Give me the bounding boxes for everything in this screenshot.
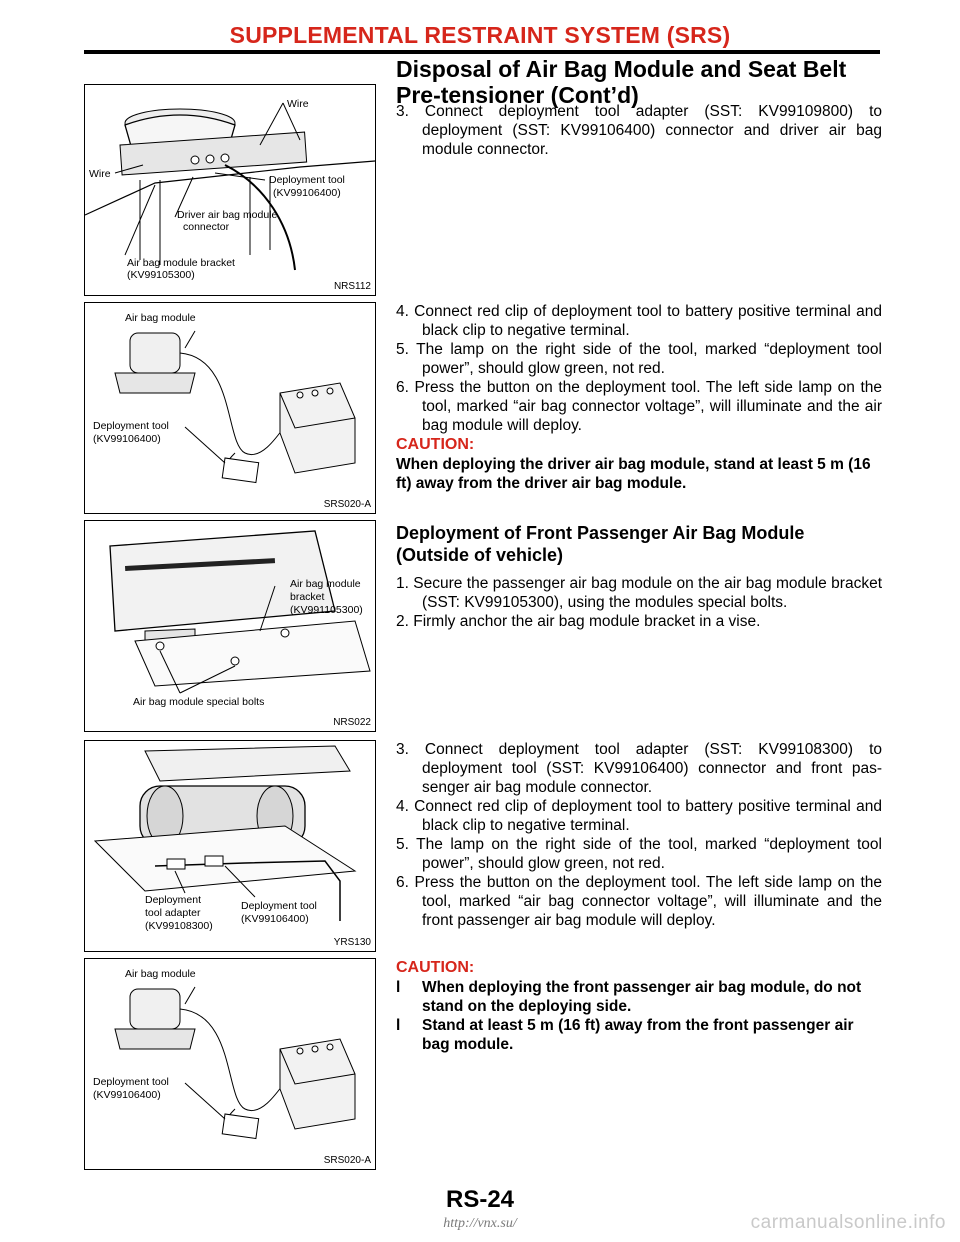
label-bracket-1: Air bag module bracket (127, 257, 235, 269)
text-block-passenger-mount (396, 522, 882, 631)
step-item: 5. The lamp on the right side of the tool, marked “deployment tool power”, should glow green, not red. (396, 836, 882, 872)
label-module: Air bag module (125, 968, 196, 980)
caution-text: When deploying the driver air bag module, stand at least 5 m (16 ft) away from the driver air bag module. (396, 456, 871, 492)
battery-connection-illustration-2 (85, 959, 375, 1169)
figure-driver-airbag-wiring (84, 84, 376, 296)
figure-code: NRS112 (333, 281, 371, 292)
figure-code: SRS020-A (323, 499, 371, 510)
figure-code: NRS022 (333, 717, 371, 728)
figure-passenger-bracket (84, 520, 376, 732)
step-item: 4. Connect red clip of deployment tool to battery positive terminal and black clip to negative terminal. (396, 303, 882, 339)
label-wire-top: Wire (287, 98, 309, 110)
bullet-text: Stand at least 5 m (16 ft) away from the front passenger air bag module. (422, 1017, 854, 1053)
page-number: RS-24 (445, 1186, 515, 1213)
source-url-link[interactable]: http://vnx.su/ (443, 1216, 517, 1231)
label-tool: Deployment tool (93, 420, 169, 432)
step-item: 2. Firmly anchor the air bag module bracket in a vise. (396, 613, 761, 630)
step-item: 6. Press the button on the deployment tool. The left side lamp on the tool, marked “air bag connector voltage”, will illuminate and the air bag module will deploy. (396, 379, 882, 434)
label-bracket-2: bracket (290, 591, 325, 603)
label-bracket-3: (KV991105300) (290, 604, 363, 616)
figure-code: YRS130 (333, 937, 371, 948)
label-connector-1: Driver air bag module (177, 209, 278, 221)
figure-battery-connection (84, 302, 376, 514)
label-bracket-2: (KV99105300) (127, 269, 195, 281)
passenger-bracket-illustration (85, 521, 375, 731)
bullet-mark: l (396, 979, 401, 996)
label-tool-code: (KV99106400) (93, 1089, 161, 1101)
label-tool-2: (KV99106400) (241, 913, 309, 925)
label-wire-left: Wire (89, 168, 111, 180)
label-adapter-2: tool adapter (145, 907, 201, 919)
battery-connection-illustration (85, 303, 375, 513)
text-block-passenger-caution (396, 958, 882, 1054)
watermark: carmanualsonline.info (750, 1212, 946, 1233)
subsection-heading: Deployment of Front Passenger Air Bag Module (Outside of vehicle) (396, 523, 805, 565)
label-tool-code: (KV99106400) (273, 187, 341, 199)
figure-passenger-adapter (84, 740, 376, 952)
text-block-passenger-deploy (396, 740, 882, 930)
driver-airbag-illustration (85, 85, 375, 295)
text-block-driver-deploy (396, 302, 882, 493)
step-item: 1. Secure the passenger air bag module on the air bag module bracket (SST: KV99105300), using the modules special bolts. (396, 575, 882, 611)
caution-label: CAUTION: (396, 959, 475, 976)
page-header-title: SUPPLEMENTAL RESTRAINT SYSTEM (SRS) (229, 22, 731, 48)
step-item: 3. Connect deployment tool adapter (SST: KV99109800) to deployment (SST: KV99106400) connector and driver air bag module connector. (396, 103, 882, 158)
label-connector-2: connector (183, 221, 230, 233)
passenger-adapter-illustration (85, 741, 375, 951)
figure-battery-connection-2 (84, 958, 376, 1170)
bullet-text: When deploying the front passenger air bag module, do not stand on the deploying side. (422, 979, 862, 1015)
caution-bullet (396, 1016, 882, 1054)
step-item: 3. Connect deployment tool adapter (SST: KV99108300) to deployment tool (SST: KV99106400) connector and front pas-senger air bag module connector. (396, 741, 882, 796)
label-adapter-1: Deployment (145, 894, 202, 906)
caution-bullet (396, 978, 882, 1016)
label-adapter-3: (KV99108300) (145, 920, 213, 932)
label-bolts: Air bag module special bolts (133, 696, 265, 708)
label-tool: Deployment tool (93, 1076, 169, 1088)
step-item: 6. Press the button on the deployment tool. The left side lamp on the tool, marked “air bag connector voltage”, will illuminate and the front passenger air bag module will deploy. (396, 874, 882, 929)
header-rule (84, 50, 880, 54)
step-item: 4. Connect red clip of deployment tool to battery positive terminal and black clip to negative terminal. (396, 798, 882, 834)
text-block-driver-adapter (396, 102, 882, 159)
label-tool-1: Deployment tool (241, 900, 317, 912)
bullet-mark: l (396, 1017, 401, 1034)
caution-label: CAUTION: (396, 436, 475, 453)
label-bracket-1: Air bag module (290, 578, 361, 590)
label-tool-code: (KV99106400) (93, 433, 161, 445)
figure-code: SRS020-A (323, 1155, 371, 1166)
section-heading: Disposal of Air Bag Module and Seat Belt Pre-tensioner (Cont’d) (396, 56, 847, 108)
label-module: Air bag module (125, 312, 196, 324)
step-item: 5. The lamp on the right side of the tool, marked “deployment tool power”, should glow green, not red. (396, 341, 882, 377)
label-tool-name: Deployment tool (269, 174, 345, 186)
